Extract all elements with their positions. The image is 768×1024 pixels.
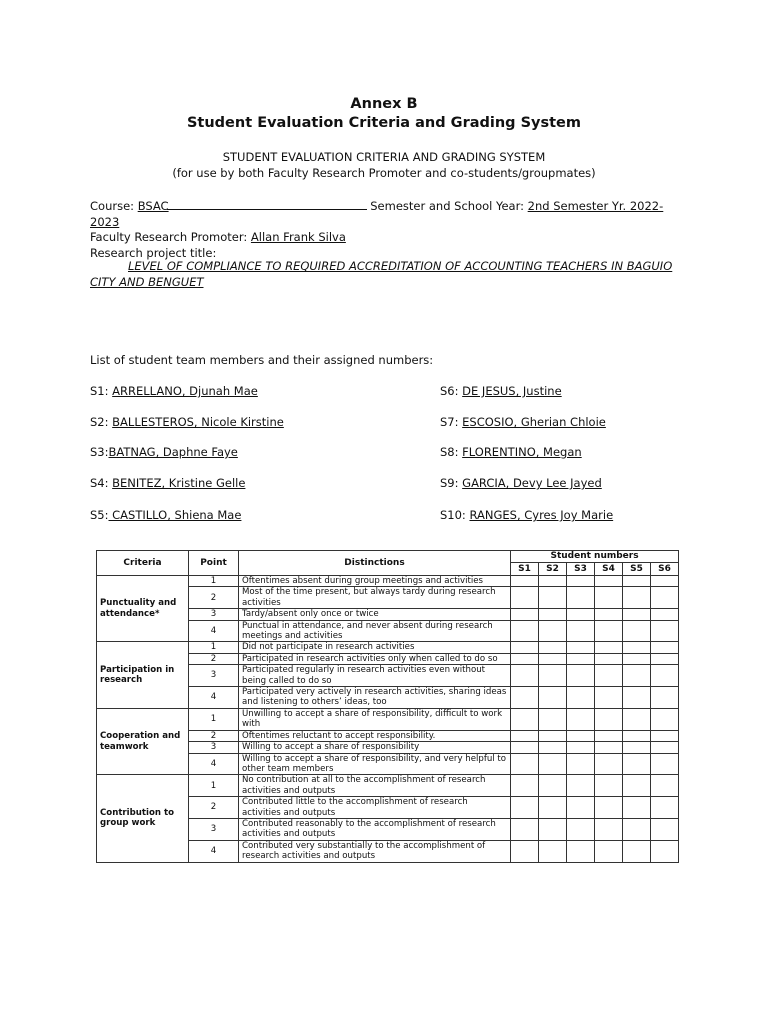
score-cell-s3[interactable]: [567, 840, 595, 862]
member-label: S3:: [90, 445, 109, 459]
score-cell-s4[interactable]: [595, 642, 623, 653]
score-cell-s5[interactable]: [623, 653, 651, 664]
point-cell: 2: [189, 587, 239, 609]
score-cell-s1[interactable]: [511, 687, 539, 709]
semester-label: Semester and School Year:: [366, 199, 528, 213]
team-member-s8: [440, 445, 582, 459]
score-cell-s4[interactable]: [595, 742, 623, 753]
score-cell-s3[interactable]: [567, 818, 595, 840]
distinction-cell: Unwilling to accept a share of responsibility, difficult to work with: [239, 708, 511, 730]
score-cell-s5[interactable]: [623, 665, 651, 687]
member-name: BALLESTEROS, Nicole Kirstine: [112, 415, 284, 429]
team-member-s7: [440, 415, 606, 429]
student-header-s2: S2: [539, 563, 567, 576]
score-cell-s2[interactable]: [539, 797, 567, 819]
subtitle-note: (for use by both Faculty Research Promoter and co-students/groupmates): [172, 166, 596, 180]
point-cell: 3: [189, 742, 239, 753]
score-cell-s1[interactable]: [511, 730, 539, 741]
distinction-cell: Participated very actively in research activities, sharing ideas and listening to others’ ideas, too: [239, 687, 511, 709]
distinctions-header: Distinctions: [239, 551, 511, 576]
point-cell: 3: [189, 818, 239, 840]
point-cell: 2: [189, 730, 239, 741]
evaluation-body: [97, 576, 679, 863]
score-cell-s4[interactable]: [595, 840, 623, 862]
score-cell-s2[interactable]: [539, 775, 567, 797]
score-cell-s5[interactable]: [623, 742, 651, 753]
score-cell-s3[interactable]: [567, 609, 595, 620]
member-name: DE JESUS, Justine: [462, 384, 562, 398]
table-row: [97, 576, 679, 587]
score-cell-s1[interactable]: [511, 620, 539, 642]
point-cell: 2: [189, 797, 239, 819]
score-cell-s6[interactable]: [651, 687, 679, 709]
score-cell-s3[interactable]: [567, 576, 595, 587]
score-cell-s5[interactable]: [623, 753, 651, 775]
score-cell-s6[interactable]: [651, 587, 679, 609]
member-label: S7:: [440, 415, 463, 429]
score-cell-s1[interactable]: [511, 653, 539, 664]
member-label: S2:: [90, 415, 113, 429]
member-name: CASTILLO, Shiena Mae: [108, 508, 242, 522]
team-member-s6: [440, 384, 562, 398]
team-member-s3: [90, 445, 238, 459]
member-label: S8:: [440, 445, 463, 459]
score-cell-s4[interactable]: [595, 620, 623, 642]
score-cell-s5[interactable]: [623, 797, 651, 819]
distinction-cell: Participated regularly in research activities even without being called to do so: [239, 665, 511, 687]
member-name: ESCOSIO, Gherian Chloie: [462, 415, 606, 429]
score-cell-s6[interactable]: [651, 642, 679, 653]
distinction-cell: Punctual in attendance, and never absent during research meetings and activities: [239, 620, 511, 642]
score-cell-s1[interactable]: [511, 797, 539, 819]
member-label: S6:: [440, 384, 463, 398]
score-cell-s3[interactable]: [567, 742, 595, 753]
distinction-cell: Contributed very substantially to the accomplishment of research activities and outputs: [239, 840, 511, 862]
score-cell-s5[interactable]: [623, 587, 651, 609]
distinction-cell: Willing to accept a share of responsibility: [239, 742, 511, 753]
distinction-cell: Did not participate in research activities: [239, 642, 511, 653]
criteria-header: Criteria: [97, 551, 189, 576]
score-cell-s2[interactable]: [539, 687, 567, 709]
distinction-cell: Tardy/absent only once or twice: [239, 609, 511, 620]
member-name: BENITEZ, Kristine Gelle: [112, 476, 246, 490]
course-label: Course:: [90, 199, 138, 213]
score-cell-s2[interactable]: [539, 653, 567, 664]
score-cell-s2[interactable]: [539, 587, 567, 609]
score-cell-s1[interactable]: [511, 576, 539, 587]
point-header: Point: [189, 551, 239, 576]
score-cell-s3[interactable]: [567, 642, 595, 653]
score-cell-s6[interactable]: [651, 797, 679, 819]
semester-value: 2nd Semester Yr. 2022-: [527, 199, 664, 213]
semester-value-cont: 2023: [90, 214, 120, 229]
promoter-label: Faculty Research Promoter:: [90, 230, 251, 244]
score-cell-s3[interactable]: [567, 620, 595, 642]
table-row: [97, 775, 679, 797]
score-cell-s1[interactable]: [511, 708, 539, 730]
point-cell: 3: [189, 665, 239, 687]
member-label: S9:: [440, 476, 463, 490]
point-cell: 1: [189, 576, 239, 587]
score-cell-s6[interactable]: [651, 708, 679, 730]
score-cell-s6[interactable]: [651, 840, 679, 862]
member-label: S10:: [440, 508, 470, 522]
score-cell-s2[interactable]: [539, 609, 567, 620]
member-label: S1:: [90, 384, 113, 398]
score-cell-s5[interactable]: [623, 620, 651, 642]
member-label: S5:: [90, 508, 109, 522]
point-cell: 4: [189, 620, 239, 642]
point-cell: 3: [189, 609, 239, 620]
course-underline: [167, 197, 367, 210]
student-header-s1: S1: [511, 563, 539, 576]
project-title-label: Research project title:: [90, 245, 217, 260]
score-cell-s2[interactable]: [539, 576, 567, 587]
student-numbers-header: Student numbers: [511, 551, 679, 563]
score-cell-s6[interactable]: [651, 730, 679, 741]
team-member-s4: [90, 476, 245, 490]
team-member-s2: [90, 415, 284, 429]
criteria-cell: Contribution to group work: [97, 775, 189, 862]
score-cell-s4[interactable]: [595, 587, 623, 609]
score-cell-s5[interactable]: [623, 642, 651, 653]
score-cell-s6[interactable]: [651, 620, 679, 642]
annex-heading: Annex B: [350, 96, 418, 112]
score-cell-s2[interactable]: [539, 742, 567, 753]
score-cell-s2[interactable]: [539, 840, 567, 862]
score-cell-s1[interactable]: [511, 753, 539, 775]
score-cell-s3[interactable]: [567, 665, 595, 687]
score-cell-s3[interactable]: [567, 797, 595, 819]
score-cell-s2[interactable]: [539, 620, 567, 642]
score-cell-s1[interactable]: [511, 775, 539, 797]
members-intro: List of student team members and their assigned numbers:: [90, 353, 434, 367]
team-member-s5: [90, 508, 241, 522]
evaluation-table: [96, 550, 679, 863]
score-cell-s5[interactable]: [623, 687, 651, 709]
distinction-cell: Contributed reasonably to the accomplishment of research activities and outputs: [239, 818, 511, 840]
score-cell-s5[interactable]: [623, 576, 651, 587]
table-row: [97, 642, 679, 653]
score-cell-s3[interactable]: [567, 775, 595, 797]
score-cell-s3[interactable]: [567, 753, 595, 775]
member-name: BATNAG, Daphne Faye: [108, 445, 238, 459]
member-name: ARRELLANO, Djunah Mae: [112, 384, 258, 398]
score-cell-s5[interactable]: [623, 818, 651, 840]
point-cell: 1: [189, 708, 239, 730]
score-cell-s4[interactable]: [595, 576, 623, 587]
course-semester-line: [90, 197, 690, 261]
score-cell-s3[interactable]: [567, 730, 595, 741]
score-cell-s1[interactable]: [511, 818, 539, 840]
score-cell-s4[interactable]: [595, 665, 623, 687]
member-label: S4:: [90, 476, 113, 490]
score-cell-s4[interactable]: [595, 687, 623, 709]
course-value: BSAC: [137, 199, 169, 213]
student-header-s5: S5: [623, 563, 651, 576]
score-cell-s4[interactable]: [595, 797, 623, 819]
table-row: [97, 708, 679, 730]
distinction-cell: Most of the time present, but always tardy during research activities: [239, 587, 511, 609]
score-cell-s3[interactable]: [567, 587, 595, 609]
distinction-cell: Oftentimes absent during group meetings and activities: [239, 576, 511, 587]
score-cell-s4[interactable]: [595, 818, 623, 840]
score-cell-s5[interactable]: [623, 730, 651, 741]
distinction-cell: No contribution at all to the accomplishment of research activities and outputs: [239, 775, 511, 797]
score-cell-s4[interactable]: [595, 775, 623, 797]
team-member-s10: [440, 508, 613, 522]
score-cell-s6[interactable]: [651, 653, 679, 664]
score-cell-s2[interactable]: [539, 818, 567, 840]
promoter-value: Allan Frank Silva: [250, 230, 346, 244]
score-cell-s6[interactable]: [651, 576, 679, 587]
score-cell-s2[interactable]: [539, 753, 567, 775]
score-cell-s5[interactable]: [623, 840, 651, 862]
score-cell-s2[interactable]: [539, 708, 567, 730]
score-cell-s6[interactable]: [651, 775, 679, 797]
score-cell-s3[interactable]: [567, 653, 595, 664]
distinction-cell: Oftentimes reluctant to accept responsibility.: [239, 730, 511, 741]
member-name: FLORENTINO, Megan: [462, 445, 582, 459]
score-cell-s5[interactable]: [623, 708, 651, 730]
student-header-s3: S3: [567, 563, 595, 576]
score-cell-s3[interactable]: [567, 687, 595, 709]
score-cell-s6[interactable]: [651, 609, 679, 620]
score-cell-s5[interactable]: [623, 775, 651, 797]
student-header-s4: S4: [595, 563, 623, 576]
point-cell: 1: [189, 775, 239, 797]
distinction-cell: Willing to accept a share of responsibility, and very helpful to other team members: [239, 753, 511, 775]
score-cell-s6[interactable]: [651, 665, 679, 687]
score-cell-s5[interactable]: [623, 609, 651, 620]
team-member-s1: [90, 384, 258, 398]
score-cell-s6[interactable]: [651, 818, 679, 840]
score-cell-s1[interactable]: [511, 742, 539, 753]
score-cell-s1[interactable]: [511, 840, 539, 862]
student-header-s6: S6: [651, 563, 679, 576]
member-name: RANGES, Cyres Joy Marie: [469, 508, 614, 522]
point-cell: 4: [189, 687, 239, 709]
document-title: Student Evaluation Criteria and Grading System: [186, 115, 582, 131]
point-cell: 1: [189, 642, 239, 653]
point-cell: 2: [189, 653, 239, 664]
score-cell-s2[interactable]: [539, 642, 567, 653]
distinction-cell: Participated in research activities only when called to do so: [239, 653, 511, 664]
score-cell-s1[interactable]: [511, 642, 539, 653]
point-cell: 4: [189, 840, 239, 862]
score-cell-s4[interactable]: [595, 708, 623, 730]
criteria-cell: Cooperation and teamwork: [97, 708, 189, 774]
score-cell-s6[interactable]: [651, 753, 679, 775]
score-cell-s2[interactable]: [539, 730, 567, 741]
score-cell-s1[interactable]: [511, 587, 539, 609]
score-cell-s4[interactable]: [595, 653, 623, 664]
score-cell-s3[interactable]: [567, 708, 595, 730]
score-cell-s4[interactable]: [595, 609, 623, 620]
score-cell-s1[interactable]: [511, 665, 539, 687]
subtitle-caps: STUDENT EVALUATION CRITERIA AND GRADING SYSTEM: [222, 150, 546, 164]
project-title-value: LEVEL OF COMPLIANCE TO REQUIRED ACCREDITATION OF ACCOUNTING TEACHERS IN BAGUIO CITY AND BENGUET: [90, 259, 673, 289]
team-member-s9: [440, 476, 602, 490]
criteria-cell: Punctuality and attendance*: [97, 576, 189, 642]
distinction-cell: Contributed little to the accomplishment of research activities and outputs: [239, 797, 511, 819]
score-cell-s2[interactable]: [539, 665, 567, 687]
point-cell: 4: [189, 753, 239, 775]
score-cell-s1[interactable]: [511, 609, 539, 620]
score-cell-s4[interactable]: [595, 753, 623, 775]
score-cell-s6[interactable]: [651, 742, 679, 753]
criteria-cell: Participation in research: [97, 642, 189, 708]
score-cell-s4[interactable]: [595, 730, 623, 741]
member-name: GARCIA, Devy Lee Jayed: [462, 476, 602, 490]
